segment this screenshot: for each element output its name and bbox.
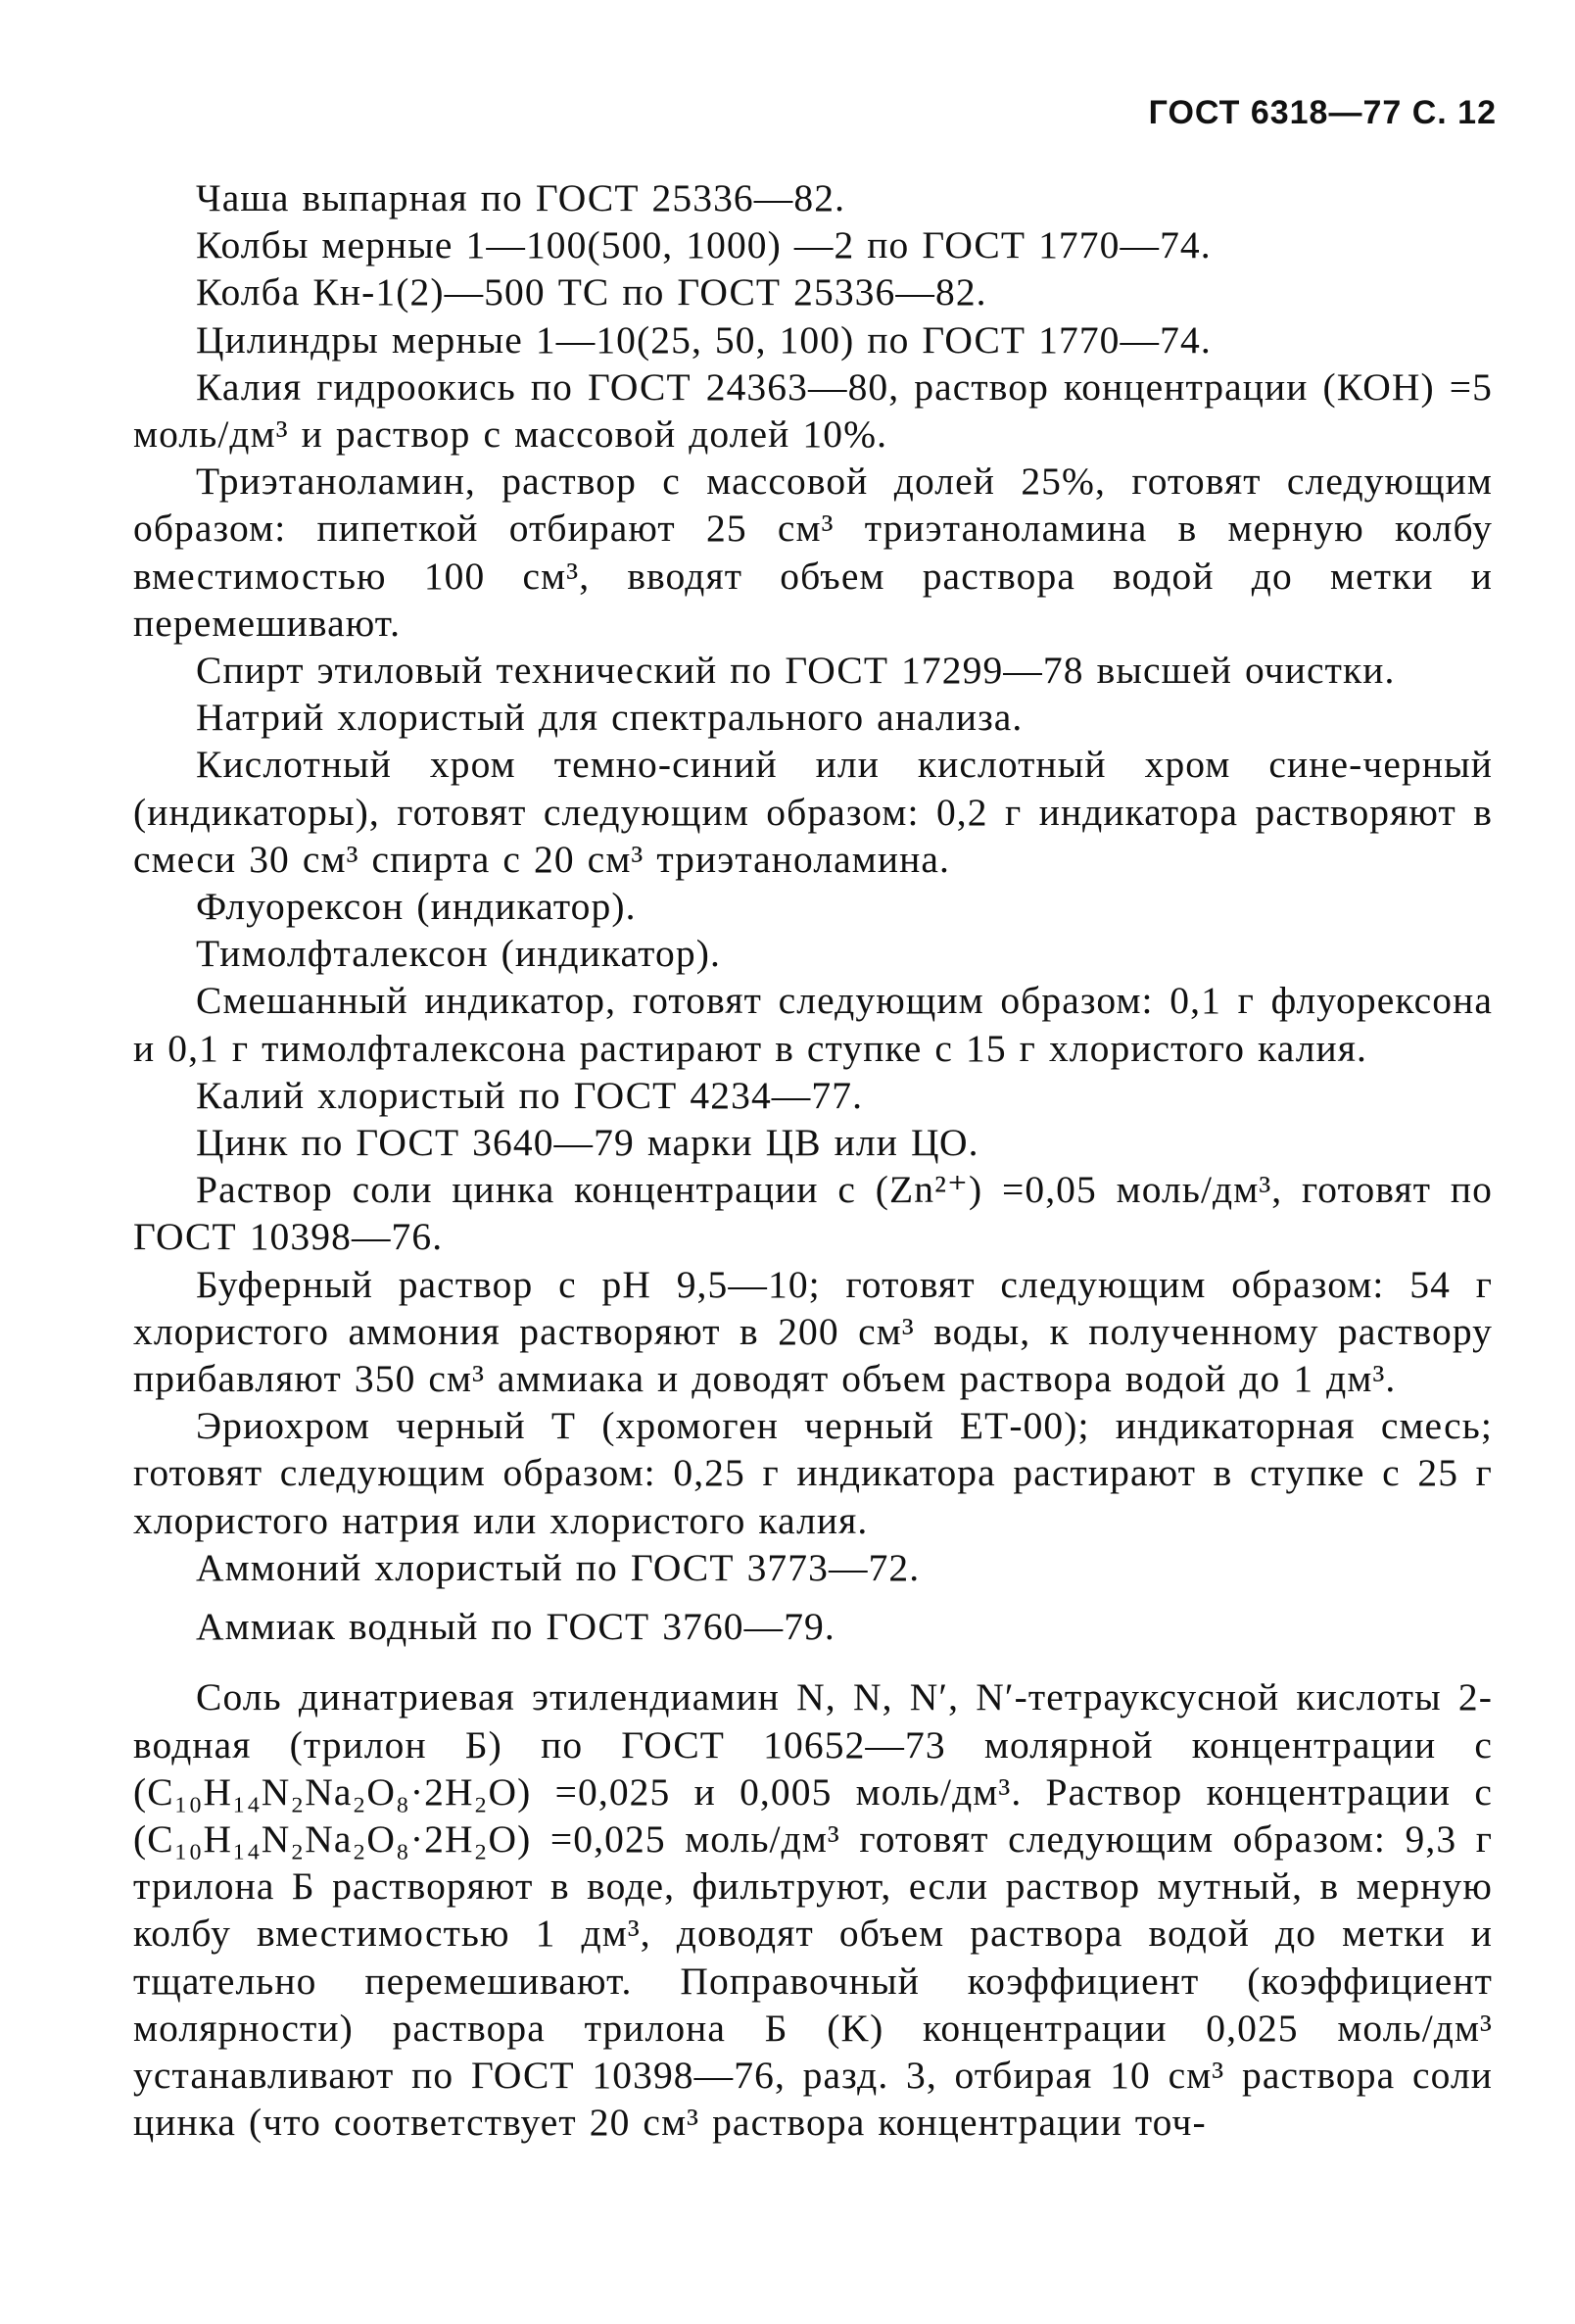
- paragraph: Раствор соли цинка концентрации c (Zn²⁺) =0,05 моль/дм³, готовят по ГОСТ 10398—76.: [133, 1168, 1493, 1259]
- paragraph: Цинк по ГОСТ 3640—79 марки ЦВ или ЦО.: [196, 1121, 979, 1165]
- paragraph: Натрий хлористый для спектрального анализа.: [196, 696, 1024, 740]
- paragraph: Калий хлористый по ГОСТ 4234—77.: [196, 1073, 864, 1117]
- paragraph: Соль динатриевая этилендиамин N, N, N′, N′-тетрауксусной кислоты 2-водная (трилон Б) по ГОСТ 10652—73 молярной концентрации c (C₁₀H₁₄N₂Na₂O₈·2H₂O) =0,025 и 0,005 моль/дм³. Раствор концентрации c (C₁₀H₁₄N₂Na₂O₈·2H₂O) =0,025 моль/дм³ готовят следующим образом: 9,3 г трилона Б растворяют в воде, фильтруют, если раствор мутный, в мерную колбу вместимостью 1 дм³, доводят объем раствора водой до метки и тщательно перемешивают. Поправочный коэффициент (коэффициент молярности) раствора трилона Б (K) концентрации 0,025 моль/дм³ устанавливают по ГОСТ 10398—76, разд. 3, отбирая 10 см³ раствора соли цинка (что соответствует 20 см³ раствора концентрации точ-: [133, 1675, 1493, 2145]
- paragraph: Спирт этиловый технический по ГОСТ 17299—78 высшей очистки.: [196, 649, 1396, 693]
- document-body: [133, 174, 1493, 2146]
- paragraph: Флуорексон (индикатор).: [196, 885, 637, 929]
- paragraph: Эриохром черный Т (хромоген черный ЕТ-00); индикаторная смесь; готовят следующим образом: 0,25 г индикатора растирают в ступке с 25 г хлористого натрия или хлористого калия.: [133, 1404, 1493, 1542]
- paragraph: Чаша выпарная по ГОСТ 25336—82.: [196, 176, 846, 219]
- paragraph: Кислотный хром темно-синий или кислотный хром сине-черный (индикаторы), готовят следующим образом: 0,2 г индикатора растворяют в смеси 30 см³ спирта с 20 см³ триэтаноламина.: [133, 743, 1493, 881]
- paragraph: Триэтаноламин, раствор с массовой долей 25%, готовят следующим образом: пипеткой отбирают 25 см³ триэтаноламина в мерную колбу вместимостью 100 см³, вводят объем раствора водой до метки и перемешивают.: [133, 460, 1493, 645]
- paragraph: Колбы мерные 1—100(500, 1000) —2 по ГОСТ 1770—74.: [196, 223, 1212, 267]
- paragraph: Калия гидроокись по ГОСТ 24363—80, раствор концентрации (КОН) =5 моль/дм³ и раствор с массовой долей 10%.: [133, 364, 1493, 457]
- paragraph: Цилиндры мерные 1—10(25, 50, 100) по ГОСТ 1770—74.: [196, 317, 1212, 362]
- paragraph: Аммоний хлористый по ГОСТ 3773—72.: [196, 1545, 921, 1589]
- paragraph: Смешанный индикатор, готовят следующим образом: 0,1 г флуорексона и 0,1 г тимолфталексона растирают в ступке с 15 г хлористого калия.: [133, 979, 1493, 1070]
- paragraph: Тимолфталексон (индикатор).: [196, 932, 721, 976]
- paragraph: Колба Кн-1(2)—500 ТС по ГОСТ 25336—82.: [196, 270, 987, 315]
- paragraph: Аммиак водный по ГОСТ 3760—79.: [196, 1605, 835, 1649]
- page-header: ГОСТ 6318—77 С. 12: [1148, 94, 1497, 131]
- paragraph: Буферный раствор с pH 9,5—10; готовят следующим образом: 54 г хлористого аммония растворяют в 200 см³ воды, к полученному раствору прибавляют 350 см³ аммиака и доводят объем раствора водой до 1 дм³.: [133, 1262, 1493, 1401]
